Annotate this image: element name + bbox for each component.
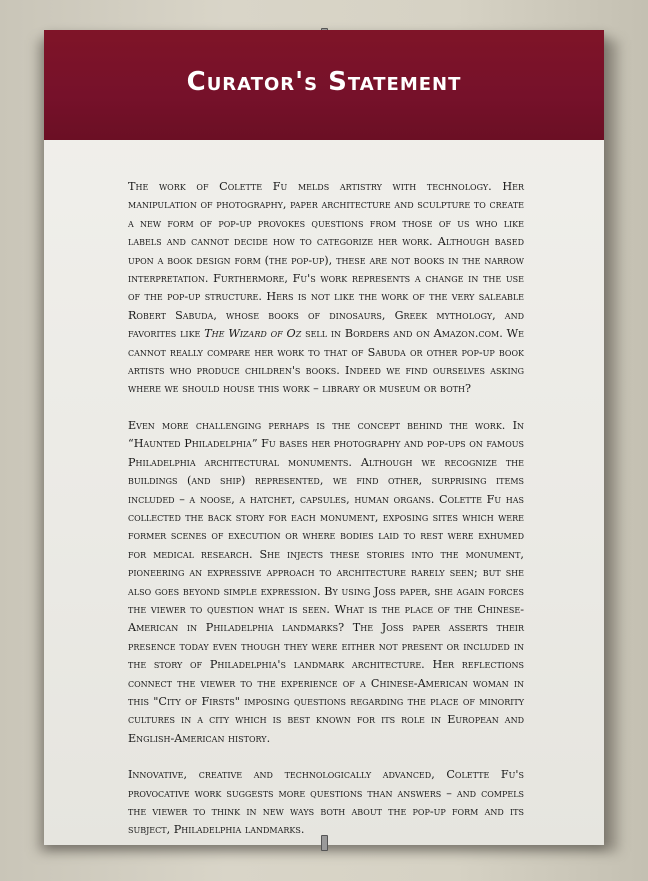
- panel-title: Curator's Statement: [186, 67, 462, 97]
- curator-statement-panel: [44, 30, 604, 845]
- book-title-wizard-of-oz: The Wizard of Oz: [204, 327, 302, 341]
- paragraph-3-text: Innovative, creative and technologically advanced, Colette Fu's provocative work suggests more questions than answers – and compels the viewer to think in new ways both about the pop-up form and its subject, Philadelphia landmarks.: [128, 768, 524, 837]
- statement-paragraph-2: [128, 417, 524, 748]
- statement-paragraph-1: [128, 178, 524, 399]
- statement-body: [128, 178, 524, 858]
- statement-paragraph-3: [128, 766, 524, 840]
- title-banner: [44, 30, 604, 140]
- paragraph-1-text-b: sell in Borders and on Amazon.com. We cannot really compare her work to that of Sabuda or other pop-up book artists who produce children's books. Indeed we find ourselves asking where we should house this work – library or museum or both?: [128, 327, 524, 396]
- paragraph-2-text: Even more challenging perhaps is the concept behind the work. In “Haunted Philadelphia” Fu bases her photography and pop-ups on famous Philadelphia architectural monuments. Although we recognize the buildings (and ship) represented, we find other, surprising items included – a noose, a hatchet, capsules, human organs. Colette Fu has collected the back story for each monument, exposing sites which were former scenes of execution or where bodies laid to rest were exhumed for medical research. She injects these stories into the monument, pioneering an expressive approach to architecture rarely seen; but she also goes beyond simple expression. By using Joss paper, she again forces the viewer to question what is seen. What is the place of the Chinese-American in Philadelphia landmarks? The Joss paper asserts their presence today even though they were either not present or included in the story of Philadelphia's landmark architecture. Her reflections connect the viewer to the experience of a Chinese-American woman in this "City of Firsts" imposing questions regarding the place of minority cultures in a city which is best known for its role in European and English-American history.: [128, 418, 524, 745]
- paragraph-1-text-a: The work of Colette Fu melds artistry with technology. Her manipulation of photography, paper architecture and sculpture to create a new form of pop-up provokes questions from those of us who like labels and cannot decide how to categorize her work. Although based upon a book design form (the pop-up), these are not books in the narrow interpretation. Furthermore, Fu's work represents a change in the use of the pop-up structure. Hers is not like the work of the very saleable Robert Sabuda, whose books of dinosaurs, Greek mythology, and favorites like: [128, 180, 524, 341]
- mounting-pin-bottom: [321, 835, 328, 851]
